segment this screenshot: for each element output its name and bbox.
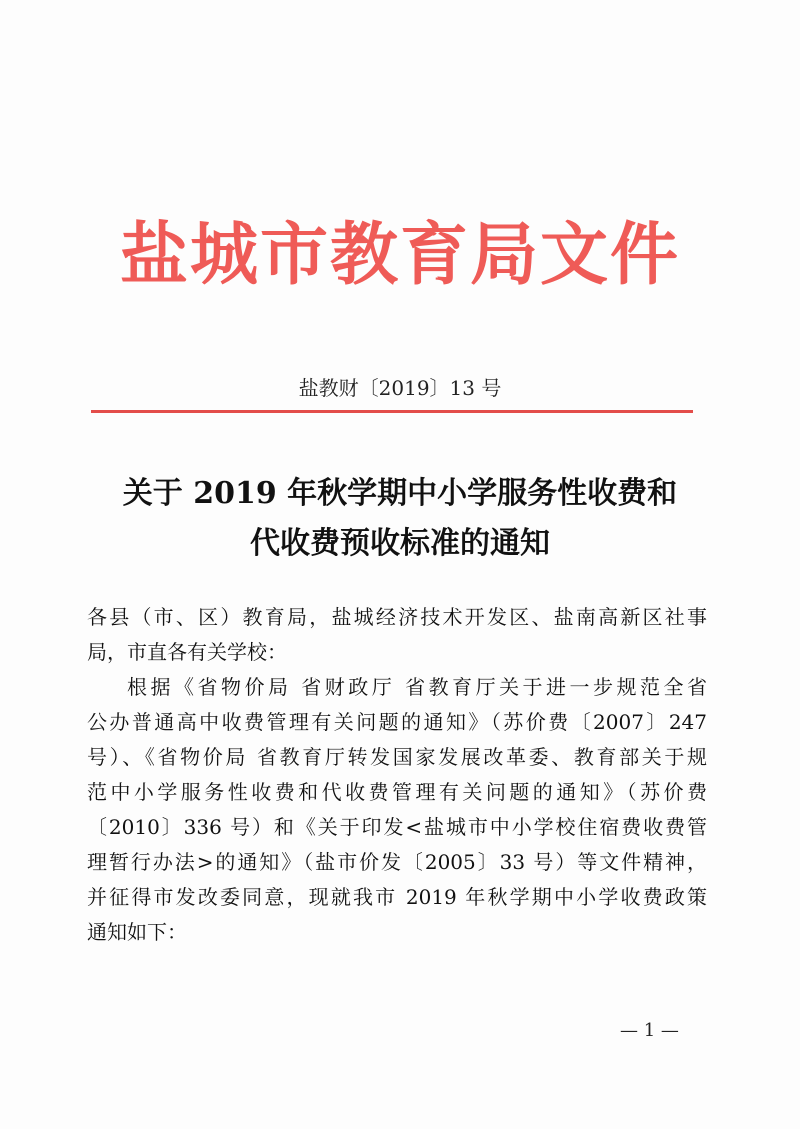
document-number: 盐教财〔2019〕13 号: [298, 376, 502, 400]
page-number: — 1 —: [620, 1020, 679, 1041]
body-line-6: 范中小学服务性收费和代收费管理有关问题的通知》（苏价费: [87, 780, 707, 804]
body-line-1: 各县（市、区）教育局，盐城经济技术开发区、盐南高新区社事: [87, 605, 707, 629]
red-divider-line: [91, 410, 693, 413]
notice-body: [87, 600, 707, 950]
body-line-9: 并征得市发改委同意，现就我市 2019 年秋学期中小学收费政策: [87, 885, 707, 909]
body-line-4: 公办普通高中收费管理有关问题的通知》（苏价费〔2007〕247: [87, 710, 707, 734]
document-header-title: 盐城市教育局文件: [119, 215, 680, 295]
notice-title-line-1: 关于 2019 年秋学期中小学服务性收费和: [122, 476, 678, 511]
body-line-3: 根据《省物价局 省财政厅 省教育厅关于进一步规范全省: [127, 675, 707, 699]
body-line-10: 通知如下：: [87, 920, 187, 944]
body-line-5: 号）、《省物价局 省教育厅转发国家发展改革委、教育部关于规: [87, 745, 707, 769]
body-line-7: 〔2010〕336 号）和《关于印发<盐城市中小学校住宿费收费管: [87, 815, 707, 839]
body-line-8: 理暂行办法>的通知》（盐市价发〔2005〕33 号）等文件精神，: [87, 850, 707, 874]
body-line-2: 局，市直各有关学校：: [87, 640, 287, 664]
notice-title-line-2: 代收费预收标准的通知: [250, 526, 550, 561]
